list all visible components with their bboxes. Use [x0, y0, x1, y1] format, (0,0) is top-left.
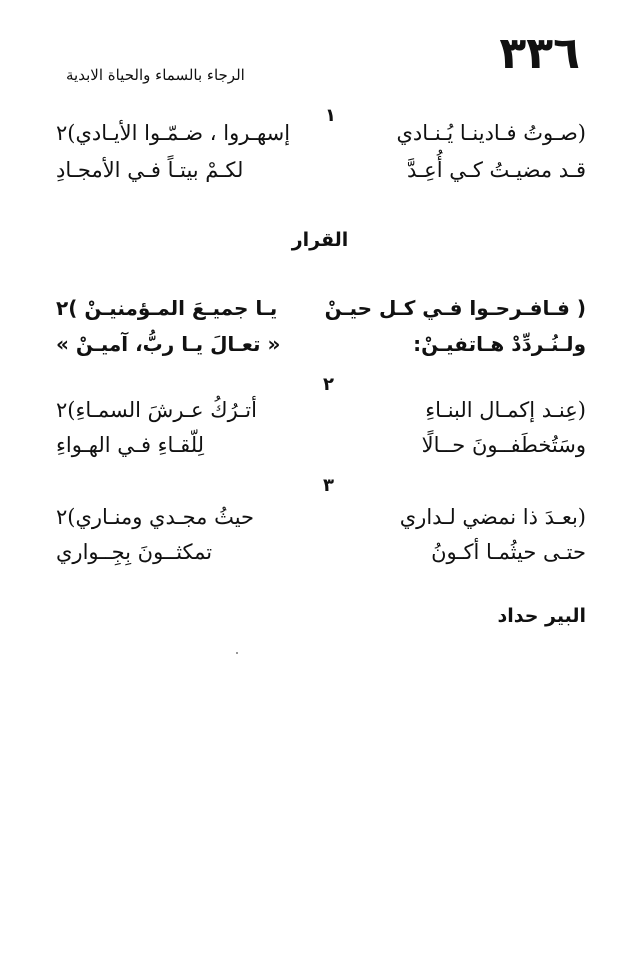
page-number: ٣٣٦: [499, 28, 580, 79]
verse-left-hemistich: إسهـروا ، ضـمّـوا الأيـادي)٢: [56, 121, 291, 145]
verse-left-hemistich: لكـمْ بيتـاً فـي الأمجـادِ: [56, 158, 244, 182]
verse-left-hemistich: حيثُ مجـدي ومنـاري)٢: [56, 505, 255, 529]
verse-right-hemistich: (عِنـد إكمـال البنـاءِ: [425, 398, 586, 422]
stanza-number: ٣: [323, 475, 334, 496]
refrain-right-hemistich: ( فـافـرحـوا فـي كـل حيـنْ: [324, 296, 586, 320]
author-signature: البير حداد: [497, 605, 586, 627]
print-speck: [236, 652, 238, 654]
refrain-right-hemistich: ولـنُـردِّدْ هـاتفيـنْ:: [413, 332, 586, 356]
refrain-left-hemistich: يـا جميـعَ المـؤمنيـنْ )٢: [56, 296, 278, 320]
verse-left-hemistich: أتـرُكُ عـرشَ السمـاءِ)٢: [56, 398, 257, 422]
verse-right-hemistich: (صـوتُ فـادينـا يُـنـادي: [396, 121, 586, 145]
refrain-heading: القرار: [291, 229, 349, 251]
running-header: الرجاء بالسماء والحياة الابدية: [66, 66, 245, 84]
verse-right-hemistich: حتـى حيثُمـا أكـونُ: [431, 540, 586, 564]
refrain-left-hemistich: « تعـالَ يـا ربُّ، آميـنْ »: [56, 332, 281, 356]
verse-right-hemistich: وسَتُخطَفــونَ حــالًا: [421, 433, 586, 457]
stanza-number: ١: [325, 105, 336, 126]
verse-left-hemistich: لِلّقـاءِ فـي الهـواءِ: [56, 433, 205, 457]
verse-right-hemistich: قـد مضيـتُ كـي أُعِـدَّ: [406, 158, 586, 182]
verse-left-hemistich: تمكثــونَ بِجِــواري: [56, 540, 213, 564]
verse-right-hemistich: (بعـدَ ذا نمضي لـداري: [399, 505, 586, 529]
stanza-number: ٢: [323, 374, 334, 395]
